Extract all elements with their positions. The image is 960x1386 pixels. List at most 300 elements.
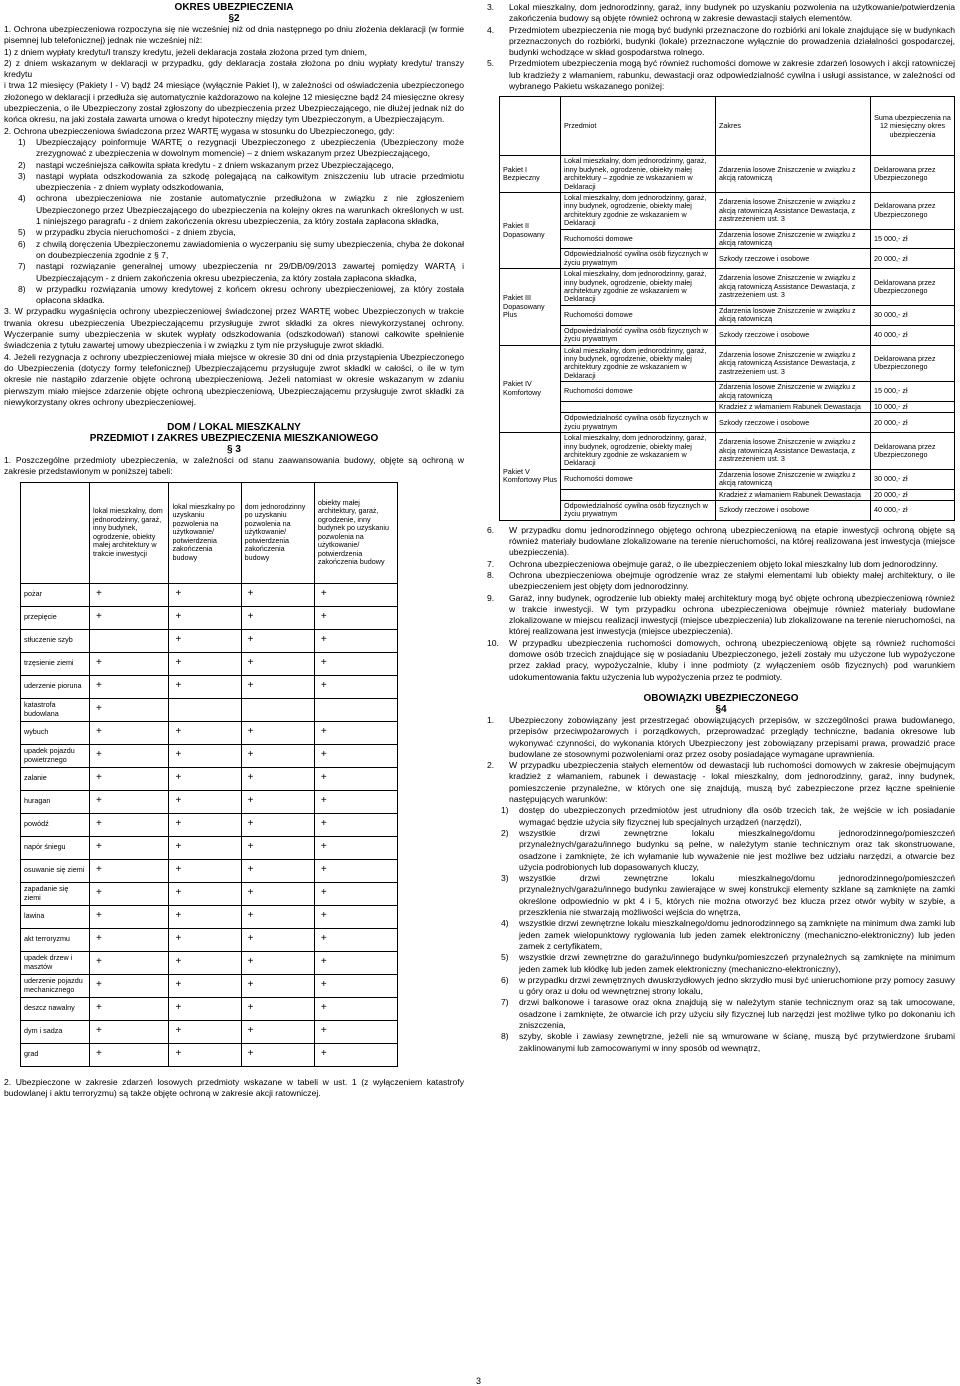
peril-name: grad	[21, 1043, 90, 1066]
package-subject: Ruchomości domowe	[561, 305, 716, 325]
list-item	[487, 805, 955, 828]
table-row	[21, 859, 398, 882]
package-name: Pakiet IV Komfortowy	[500, 345, 561, 433]
item-number: 10.	[487, 637, 499, 648]
table-row	[500, 433, 955, 470]
table-row	[500, 156, 955, 193]
coverage-mark: +	[314, 1020, 397, 1043]
paragraph-3-1: 1. Poszczególne przedmioty ubezpieczenia, w zależności od stanu zaawansowania budowy, objęte są ochroną w zakresie przedstawionym w poniższej tabeli:	[4, 455, 464, 477]
paragraph-4-2	[487, 760, 955, 805]
item-text: w przypadku drzwi zewnętrznych dwuskrzydłowych jedno skrzydło musi być unieruchomione przy pomocy zasuwy u góry oraz u dołu od wewnętrznej strony lokalu,	[519, 974, 955, 997]
coverage-mark: +	[314, 790, 397, 813]
table-header-cell	[21, 482, 90, 583]
table-row	[21, 1043, 398, 1066]
package-sum: 20 000,- zł	[871, 413, 955, 433]
coverage-mark: +	[314, 997, 397, 1020]
item-text: nastąpi wypłata odszkodowania za szkodę polegającą na całkowitym zniszczeniu lub utracie przedmiotu ubezpieczenia - z dniem wypłaty odszkodowania,	[36, 170, 464, 193]
package-subject: Lokal mieszkalny, dom jednorodzinny, garaż, inny budynek, ogrodzenie, obiekty małej architektury zgodnie ze wskazaniem w Deklaracji	[561, 345, 716, 382]
coverage-mark: +	[169, 1043, 241, 1066]
peril-name: dym i sadza	[21, 1020, 90, 1043]
coverage-mark: +	[90, 905, 169, 928]
package-sum: Deklarowana przez Ubezpieczonego	[871, 433, 955, 470]
coverage-mark: +	[169, 606, 241, 629]
coverage-mark: +	[90, 882, 169, 905]
item-text: Lokal mieszkalny, dom jednorodzinny, garaż, inny budynek po uzyskaniu pozwolenia na użytkowanie/potwierdzenia zakończenia budowy są objęte również ochroną w zakresie dewastacji stałych elementów.	[509, 2, 955, 24]
security-conditions-list	[487, 805, 955, 1054]
coverage-mark: +	[314, 951, 397, 974]
package-sum: Deklarowana przez Ubezpieczonego	[871, 156, 955, 193]
list-item	[4, 284, 464, 307]
item-number: 3)	[18, 170, 26, 181]
coverage-mark: +	[90, 859, 169, 882]
item-text: W przypadku domu jednorodzinnego objętego ochroną ubezpieczeniową na etapie inwestycji ochroną objęte są również materiały budowlane zlokalizowane na terenie nieruchomości, na której realizowana jest inwestycja (miejsce ubezpieczenia).	[509, 524, 955, 558]
list-item	[487, 828, 955, 873]
table-row	[500, 269, 955, 306]
peril-name: trzęsienie ziemi	[21, 652, 90, 675]
table-row	[21, 767, 398, 790]
coverage-mark: +	[90, 698, 169, 721]
table-row	[500, 413, 955, 433]
package-scope: Zdarzenia losowe Zniszczenie w związku z akcją ratowniczą Assistance Dewastacja, z zastrzeżeniem ust. 3	[716, 269, 871, 306]
table-row	[500, 325, 955, 345]
peril-name: wybuch	[21, 721, 90, 744]
paragraph-2-2: 2. Ochrona ubezpieczeniowa świadczona przez WARTĘ wygasa w stosunku do Ubezpieczonego, gdy:	[4, 125, 395, 136]
package-scope: Kradzież z włamaniem Rabunek Dewastacja	[716, 401, 871, 412]
coverage-mark: +	[241, 767, 314, 790]
list-item	[487, 638, 955, 683]
table-row	[500, 193, 955, 230]
section-title-dom: DOM / LOKAL MIESZKALNY	[167, 422, 301, 434]
package-sum: 15 000,- zł	[871, 382, 955, 402]
list-item	[4, 193, 464, 227]
item-text: Ochrona ubezpieczeniowa obejmuje garaż, o ile ubezpieczeniem objęto lokal mieszkalny lub dom jednorodzinny.	[509, 558, 938, 569]
peril-name: uderzenie pioruna	[21, 675, 90, 698]
coverage-mark: +	[241, 951, 314, 974]
table-row	[500, 305, 955, 325]
coverage-mark: +	[314, 974, 397, 997]
coverage-mark: +	[169, 836, 241, 859]
paragraph-4-1	[487, 715, 955, 760]
table-row	[21, 675, 398, 698]
peril-name: osuwanie się ziemi	[21, 859, 90, 882]
coverage-mark: +	[90, 767, 169, 790]
list-item	[487, 559, 955, 570]
list-item	[4, 239, 464, 262]
peril-name: upadek drzew i masztów	[21, 951, 90, 974]
package-subject	[561, 401, 716, 412]
coverage-mark: +	[169, 652, 241, 675]
coverage-mark: +	[90, 790, 169, 813]
peril-name: zapadanie się ziemi	[21, 882, 90, 905]
item-text: dostęp do ubezpieczonych przedmiotów jest utrudniony dla osób trzecich tak, że wejście w ich posiadanie wymagać będzie użycia siły fizycznej lub specjalnych urządzeń (narzędzi),	[519, 805, 955, 827]
coverage-mark: +	[90, 928, 169, 951]
paragraph-sign-3: § 3	[227, 444, 241, 456]
coverage-mark: +	[241, 675, 314, 698]
coverage-mark: +	[314, 928, 397, 951]
coverage-mark: +	[314, 813, 397, 836]
list-item	[487, 1031, 955, 1054]
package-scope: Zdarzenia losowe Zniszczenie w związku z akcją ratowniczą	[716, 305, 871, 325]
coverage-mark: +	[169, 721, 241, 744]
coverage-mark: +	[314, 652, 397, 675]
coverage-mark: +	[169, 905, 241, 928]
coverage-mark: +	[314, 721, 397, 744]
coverage-mark: +	[314, 836, 397, 859]
table-row	[500, 382, 955, 402]
item-text: Ochrona ubezpieczeniowa obejmuje ogrodzenie wraz ze stałymi elementami lub obiekty małej architektury, o ile ubezpieczeniem jest objęty dom jednorodzinny.	[509, 570, 955, 592]
list-item	[487, 952, 955, 975]
peril-name: napór śniegu	[21, 836, 90, 859]
peril-name: upadek pojazdu powietrznego	[21, 744, 90, 767]
coverage-mark: +	[169, 928, 241, 951]
coverage-mark: +	[314, 905, 397, 928]
coverage-mark: +	[169, 1020, 241, 1043]
table-header-cell: Przedmiot	[561, 97, 716, 156]
item-number: 3)	[501, 873, 509, 884]
table-row	[21, 652, 398, 675]
table-row	[500, 401, 955, 412]
coverage-mark: +	[241, 997, 314, 1020]
package-subject: Ruchomości domowe	[561, 229, 716, 249]
item-number: 8.	[487, 570, 495, 580]
packages-table	[499, 96, 955, 520]
package-scope: Zdarzenia losowe Zniszczenie w związku z akcją ratowniczą Assistance Dewastacja, z zastrzeżeniem ust. 3	[716, 193, 871, 230]
table-row	[21, 997, 398, 1020]
list-item	[4, 171, 464, 194]
package-scope: Szkody rzeczowe i osobowe	[716, 501, 871, 521]
item-number: 4.	[487, 24, 495, 35]
table-row	[21, 905, 398, 928]
package-subject: Odpowiedzialność cywilna osób fizycznych w życiu prywatnym	[561, 249, 716, 269]
package-name: Pakiet I Bezpieczny	[500, 156, 561, 193]
coverage-mark: +	[169, 744, 241, 767]
item-text: szyby, skoble i zawiasy zewnętrzne, jeżeli nie są wmurowane w ścianę, muszą być przytwierdzone śrubami zaklinowanymi lub zamocowanymi w inny sposób od wewnątrz,	[519, 1031, 955, 1053]
table-row	[21, 583, 398, 606]
peril-name: uderzenie pojazdu mechanicznego	[21, 974, 90, 997]
coverage-mark: +	[314, 882, 397, 905]
package-scope: Zdarzenia losowe Zniszczenie w związku z akcją ratowniczą	[716, 382, 871, 402]
package-subject: Lokal mieszkalny, dom jednorodzinny, garaż, inny budynek, ogrodzenie, obiekty małej architektury – zgodnie ze wskazaniem w Deklaracji	[561, 156, 716, 193]
package-subject: Lokal mieszkalny, dom jednorodzinny, garaż, inny budynek, ogrodzenie, obiekty małej architektury zgodnie ze wskazaniem w Deklaracji	[561, 433, 716, 470]
item-text: w przypadku rozwiązania umowy kredytowej z końcem okresu ochrony ubezpieczeniowej, za który została opłacona składka.	[36, 283, 464, 306]
table-row	[21, 813, 398, 836]
paragraph-2-1-cont: i trwa 12 miesięcy (Pakiety I - V) bądź 24 miesiące (wyłącznie Pakiet I), w zależności od oświadczenia ubezpieczonego złożonego w deklaracji i przedłuża się automatycznie każdorazowo na kolejne 12 miesięczne bądź 24 miesięczne okresy ubezpieczenia, o ile Ubezpieczony został zgłoszony do ubezpieczenia przez Ubezpieczającego, nie dłużej jednak niż do końca okresu, na jaki została zawarta umowa o kredyt hipoteczny między tym Ubezpieczonym, a Ubezpieczającym.	[4, 80, 464, 125]
table-row	[21, 744, 398, 767]
table-header-cell: lokal mieszkalny po uzyskaniu pozwolenia na użytkowanie/ potwierdzenia zakończenia budowy	[169, 482, 241, 583]
item-number: 5.	[487, 58, 495, 69]
list-item	[4, 261, 464, 284]
peril-name: katastrofa budowlana	[21, 698, 90, 721]
package-name: Pakiet V Komfortowy Plus	[500, 433, 561, 521]
table-row	[21, 836, 398, 859]
item-number: 1)	[18, 136, 26, 147]
table-row	[21, 606, 398, 629]
item-number: 8)	[501, 1031, 509, 1042]
table-header-cell	[500, 97, 561, 156]
paragraph-sign-2: §2	[228, 13, 240, 24]
section-title-przedmiot: PRZEDMIOT I ZAKRES UBEZPIECZENIA MIESZKANIOWEGO	[89, 433, 379, 445]
item-text: z chwilą doręczenia Ubezpieczonemu zawiadomienia o wyczerpaniu się sumy ubezpieczenia, chyba że dokonał on doubezpieczenia zgodnie z § 7,	[36, 238, 464, 260]
coverage-mark: +	[241, 790, 314, 813]
peril-name: zalanie	[21, 767, 90, 790]
coverage-mark: +	[241, 1043, 314, 1066]
coverage-mark: +	[169, 790, 241, 813]
coverage-mark: +	[90, 997, 169, 1020]
package-scope: Zdarzenia losowe Zniszczenie w związku z akcją ratowniczą	[716, 229, 871, 249]
paragraph-sign-4: §4	[715, 703, 727, 715]
package-subject: Odpowiedzialność cywilna osób fizycznych w życiu prywatnym	[561, 325, 716, 345]
coverage-mark: +	[169, 675, 241, 698]
package-sum: Deklarowana przez Ubezpieczonego	[871, 345, 955, 382]
section-title-okres: OKRES UBEZPIECZENIA	[174, 2, 294, 13]
package-sum: Deklarowana przez Ubezpieczonego	[871, 193, 955, 230]
paragraph-3-2: 2. Ubezpieczone w zakresie zdarzeń losowych przedmioty wskazane w tabeli w ust. 1 (z wyłączeniem katastrofy budowlanej i aktu terroryzmu) są także objęte ochroną w zakresie akcji ratowniczej.	[4, 1076, 464, 1098]
package-scope: Szkody rzeczowe i osobowe	[716, 413, 871, 433]
peril-name: akt terroryzmu	[21, 928, 90, 951]
table-header-cell: Zakres	[716, 97, 871, 156]
coverage-mark: +	[314, 859, 397, 882]
table-row	[21, 951, 398, 974]
coverage-mark: +	[241, 744, 314, 767]
package-name: Pakiet III Dopasowany Plus	[500, 269, 561, 345]
list-item	[487, 525, 955, 559]
package-scope: Kradzież z włamaniem Rabunek Dewastacja	[716, 489, 871, 500]
item-text: nastąpi wcześniejsza całkowita spłata kredytu - z dniem wskazanym przez Ubezpieczającego,	[36, 159, 394, 170]
package-scope: Zdarzenia losowe Zniszczenie w związku z akcją ratowniczą Assistance Dewastacja, z zastrzeżeniem ust. 3	[716, 433, 871, 470]
package-sum: 30 000,- zł	[871, 305, 955, 325]
coverage-mark: +	[314, 1043, 397, 1066]
package-sum: Deklarowana przez Ubezpieczonego	[871, 269, 955, 306]
coverage-mark: +	[314, 675, 397, 698]
item-number: 2.	[487, 760, 495, 771]
package-sum: 40 000,- zł	[871, 325, 955, 345]
package-subject: Ruchomości domowe	[561, 382, 716, 402]
paragraph-3-5	[487, 58, 955, 92]
item-text: wszystkie drzwi zewnętrzne lokalu mieszkalnego/domu jednorodzinnego/pomieszczeń przynależnych/garażu/innego budynku zawierające w swej konstrukcji elementy szklane są zamknięte na zamki określone odpowiednio w pkt 4 i 5, których nie można otworzyć bez klucza przez otwór wybity w szybie, a przeszklenia nie stwarzają możliwości wejścia do wnętrza,	[519, 873, 955, 918]
table-row	[500, 229, 955, 249]
coverage-mark: +	[314, 606, 397, 629]
package-scope: Szkody rzeczowe i osobowe	[716, 249, 871, 269]
coverage-mark: +	[169, 813, 241, 836]
package-subject: Ruchomości domowe	[561, 469, 716, 489]
item-text: wszystkie drzwi zewnętrzne lokalu mieszkalnego/domu jednorodzinnego/pomieszczeń przynależnych/garażu/innego budynku są pełne, w należytym stanie technicznym oraz tak skonstruowane, osadzone i zamknięte, że ich wyłamanie lub wyważenie nie jest możliwe bez udziału narzędzi, a otwarcie bez użycia podrobionych lub dopasowanych kluczy,	[519, 827, 955, 872]
coverage-mark: +	[169, 629, 241, 652]
package-scope: Zdarzenia losowe Zniszczenie w związku z akcją ratowniczą Assistance Dewastacja, z zastrzeżeniem ust. 3	[716, 345, 871, 382]
peril-name: stłuczenie szyb	[21, 629, 90, 652]
coverage-mark: +	[90, 1020, 169, 1043]
package-subject: Odpowiedzialność cywilna osób fizycznych w życiu prywatnym	[561, 413, 716, 433]
package-sum: 15 000,- zł	[871, 229, 955, 249]
coverage-mark: +	[90, 583, 169, 606]
table-row	[500, 489, 955, 500]
coverage-mark: +	[241, 928, 314, 951]
item-number: 5)	[18, 227, 26, 238]
item-number: 9.	[487, 592, 495, 603]
coverage-mark	[169, 698, 241, 721]
coverage-mark: +	[241, 836, 314, 859]
coverage-mark: +	[90, 744, 169, 767]
paragraph-3-4	[487, 25, 955, 59]
item-number: 7)	[501, 997, 509, 1008]
item-number: 1.	[487, 714, 495, 725]
peril-name: lawina	[21, 905, 90, 928]
coverage-mark: +	[169, 583, 241, 606]
package-subject: Lokal mieszkalny, dom jednorodzinny, garaż, inny budynek, ogrodzenie, obiekty małej architektury zgodnie ze wskazaniem w Deklaracji	[561, 193, 716, 230]
table-row	[21, 698, 398, 721]
item-number: 4)	[501, 918, 509, 929]
package-sum: 20 000,- zł	[871, 249, 955, 269]
item-number: 1)	[501, 805, 509, 816]
coverage-mark	[241, 698, 314, 721]
coverage-mark	[90, 629, 169, 652]
item-text: nastąpi rozwiązanie generalnej umowy ubezpieczenia nr 29/DB/09/2013 zawartej pomiędzy WARTĄ i Ubezpieczającym - z dniem zakończenia okresu ubezpieczenia, za który została zapłacona składka,	[36, 261, 464, 283]
page-number: 3	[476, 1376, 482, 1386]
list-item	[487, 975, 955, 998]
item-text: wszystkie drzwi zewnętrzne lokalu mieszkalnego/domu jednorodzinnego są zamknięte na minimum dwa zamki lub jeden zamek wielopunktowy ryglowania lub jeden zamek elektroniczny (mechaniczno-elektroniczny) lub jeden zamek z certyfikatem,	[519, 918, 955, 951]
coverage-mark: +	[90, 606, 169, 629]
expiry-conditions-list	[4, 137, 464, 306]
item-number: 7)	[18, 261, 26, 272]
coverage-mark: +	[241, 859, 314, 882]
package-sum: 30 000,- zł	[871, 469, 955, 489]
coverage-mark: +	[90, 1043, 169, 1066]
coverage-mark: +	[241, 905, 314, 928]
table-header-row	[21, 482, 398, 583]
item-number: 3.	[487, 2, 495, 12]
item-text: Ubezpieczony zobowiązany jest przestrzegać obowiązujących przepisów, w szczególności prawa budowlanego, przepisów przeciwpożarowych i porządkowych, przeprowadzać przeglądy techniczne, badania okresowe lub wykonywać czynności, do wykonania których Ubezpieczony jest zobowiązany przepisami prawa, prowadzić prace budowlane ze stosownymi pozwoleniami oraz przez osoby posiadające wymagane uprawnienia.	[509, 714, 955, 759]
paragraph-3-items	[487, 525, 955, 683]
paragraph-2-1-1: 1) z dniem wypłaty kredytu/I transzy kredytu, jeżeli deklaracja została złożona przed tym dniem,	[4, 46, 368, 57]
package-sum: 20 000,- zł	[871, 489, 955, 500]
coverage-mark: +	[169, 997, 241, 1020]
list-item	[4, 160, 464, 171]
coverage-mark: +	[169, 951, 241, 974]
coverage-mark: +	[90, 951, 169, 974]
item-text: drzwi balkonowe i tarasowe oraz okna znajdują się w należytym stanie technicznym oraz są tak umocowane, osadzone i zamknięte, że otwarcie ich przy użyciu siły fizycznej lub narzędzi jest możliwe tylko po dokonaniu ich zniszczenia,	[519, 997, 955, 1030]
coverage-mark: +	[314, 629, 397, 652]
peril-name: huragan	[21, 790, 90, 813]
package-scope: Zdarzenia losowe Zniszczenie w związku z akcją ratowniczą	[716, 469, 871, 489]
list-item	[487, 593, 955, 638]
table-row	[500, 249, 955, 269]
coverage-mark: +	[314, 744, 397, 767]
paragraph-2-1-2: 2) z dniem wskazanym w deklaracji w przypadku, gdy deklaracja została złożona po dniu wypłaty kredytu/ transzy kredytu	[4, 57, 464, 80]
item-number: 4)	[18, 193, 26, 204]
table-row	[21, 1020, 398, 1043]
coverage-mark: +	[90, 813, 169, 836]
coverage-mark: +	[314, 583, 397, 606]
package-subject: Odpowiedzialność cywilna osób fizycznych w życiu prywatnym	[561, 501, 716, 521]
package-scope: Szkody rzeczowe i osobowe	[716, 325, 871, 345]
coverage-mark: +	[90, 675, 169, 698]
table-header-cell: lokal mieszkalny, dom jednorodzinny, garaż, inny budynek, ogrodzenie, obiekty małej architektury w trakcie inwestycji	[90, 482, 169, 583]
list-item	[4, 227, 464, 238]
item-text: W przypadku ubezpieczenia stałych elementów od dewastacji lub ruchomości domowych w zakresie obejmującym kradzież z włamaniem, rabunek i dewastację - lokal mieszkalny, dom jednorodzinny, garaż, inny budynek, pomieszczenie przynależne, w których one się znajdują, muszą być zabezpieczone przez łączne spełnienie następujących warunków:	[509, 760, 955, 805]
coverage-mark: +	[241, 974, 314, 997]
item-number: 6)	[501, 974, 509, 985]
coverage-mark: +	[169, 859, 241, 882]
coverage-mark: +	[314, 767, 397, 790]
paragraph-2-3: 3. W przypadku wygaśnięcia ochrony ubezpieczeniowej świadczonej przez WARTĘ wobec Ubezpieczonych w trakcie trwania okresu ubezpieczenia Ubezpieczającemu przysługuje zwrot składki za okres niewykorzystanej ochrony. Wyczerpanie sumy ubezpieczenia w skutek wypłaty odszkodowania (odszkodowań) stanowi całkowite spełnienie świadczenia z tytułu zawartej umowy ubezpieczenia i w związku z tym nie przysługuje zwrot składki.	[4, 306, 464, 351]
package-subject: Lokal mieszkalny, dom jednorodzinny, garaż, inny budynek, ogrodzenie, obiekty małej architektury zgodnie ze wskazaniem w Deklaracji	[561, 269, 716, 306]
list-item	[4, 137, 464, 160]
paragraph-3-3	[487, 2, 955, 25]
coverage-mark: +	[90, 652, 169, 675]
peril-name: powódź	[21, 813, 90, 836]
table-row	[21, 974, 398, 997]
coverage-mark: +	[241, 652, 314, 675]
item-text: Przedmiotem ubezpieczenia mogą być również ruchomości domowe w zakresie zdarzeń losowych i akcji ratowniczej lub kradzieży z włamaniem, rabunku, dewastacji oraz odpowiedzialność cywilna i usługi assistance, w zależności od wybranego Pakietu wskazanego poniżej:	[509, 58, 955, 92]
list-item	[487, 918, 955, 952]
list-item	[487, 997, 955, 1031]
table-header-cell: Suma ubezpieczenia na 12 miesięczny okres ubezpieczenia	[871, 97, 955, 156]
coverage-mark: +	[90, 974, 169, 997]
peril-name: przepięcie	[21, 606, 90, 629]
coverage-mark: +	[241, 1020, 314, 1043]
right-column	[487, 0, 955, 1054]
package-scope: Zdarzenia losowe Zniszczenie w związku z akcją ratowniczą	[716, 156, 871, 193]
item-number: 7.	[487, 558, 495, 569]
item-text: Ubezpieczający poinformuje WARTĘ o rezygnacji Ubezpieczonego z ubezpieczenia (Ubezpieczony może zrezygnować z ubezpieczenia w dowolnym momencie) – z dniem wskazanym przez Ubezpieczającego,	[36, 136, 464, 159]
paragraph-2-1: 1. Ochrona ubezpieczeniowa rozpoczyna się nie wcześniej niż od dnia następnego po dniu złożenia deklaracji (w formie pisemnej lub telefonicznej) jednak nie wcześniej niż:	[4, 24, 464, 46]
coverage-mark: +	[169, 767, 241, 790]
item-text: W przypadku ubezpieczenia ruchomości domowych, ochroną ubezpieczeniową objęte są również ruchomości domowe osób trzecich znajdujące się w posiadaniu Ubezpieczonego, jeżeli zostały mu użyczone lub wypożyczone przez zakład pracy, wypożyczalnie, kluby i inne podmioty (z wyłączeniem osób fizycznych) pod warunkiem udokumentowania faktu użyczenia lub wypożyczenia przez te podmioty.	[509, 637, 955, 682]
list-item	[487, 873, 955, 918]
package-sum: 10 000,- zł	[871, 401, 955, 412]
item-text: Przedmiotem ubezpieczenia nie mogą być budynki przeznaczone do rozbiórki ani lokale znajdujące się w budynkach przeznaczonych do rozbiórki, budynki (lokale) przeznaczone wyłącznie do prowadzenia działalności gospodarczej, budynki wchodzące w skład gospodarstwa rolnego.	[509, 24, 955, 58]
left-column	[4, 0, 464, 1099]
item-number: 6.	[487, 524, 495, 535]
table-row	[21, 790, 398, 813]
coverage-mark: +	[241, 721, 314, 744]
coverage-mark: +	[90, 721, 169, 744]
coverage-mark: +	[169, 882, 241, 905]
package-subject	[561, 489, 716, 500]
coverage-mark: +	[241, 813, 314, 836]
package-sum: 40 000,- zł	[871, 501, 955, 521]
coverage-mark: +	[241, 629, 314, 652]
table-header-row	[500, 97, 955, 156]
table-header-cell: obiekty małej architektury, garaż, ogrodzenie, inny budynek po uzyskaniu pozwolenia na użytkowanie/ potwierdzenia zakończenia budowy	[314, 482, 397, 583]
table-row	[500, 469, 955, 489]
coverage-mark: +	[241, 606, 314, 629]
coverage-mark: +	[90, 836, 169, 859]
item-text: wszystkie drzwi zewnętrzne do garażu/innego budynku/pomieszczeń przynależnych są zamknięte na minimum jeden zamek lub kłódkę lub jeden zamek elektroniczny (mechaniczno-elektroniczny),	[519, 952, 955, 974]
item-number: 6)	[18, 238, 26, 249]
table-row	[21, 882, 398, 905]
table-header-cell: dom jednorodzinny po uzyskaniu pozwolenia na użytkowanie/ potwierdzenia zakończenia budowy	[241, 482, 314, 583]
item-number: 2)	[501, 827, 509, 838]
perils-table	[20, 482, 398, 1067]
list-item	[487, 570, 955, 593]
coverage-mark	[314, 698, 397, 721]
item-number: 8)	[18, 283, 26, 294]
coverage-mark: +	[241, 882, 314, 905]
item-text: Garaż, inny budynek, ogrodzenie lub obiekty małej architektury mogą być objęte ochroną ubezpieczeniową również w trakcie inwestycji. W tym przypadku ochrona ubezpieczeniowa obejmuje również materiały budowlane zlokalizowane w miejscu realizacji inwestycji (miejsce ubezpieczenia) lub zlokalizowane na terenie nieruchomości, na której realizowana jest inwestycja (miejsce ubezpieczenia).	[509, 592, 955, 637]
table-row	[21, 928, 398, 951]
coverage-mark: +	[169, 974, 241, 997]
paragraph-2-4: 4. Jeżeli rezygnacja z ochrony ubezpieczeniowej miała miejsce w okresie 30 dni od dnia przystąpienia Ubezpieczonego do Ubezpieczenia (dotyczy formy telefonicznej) Ubezpieczającemu przysługuje zwrot składki w całości, o ile w tym okresie nie nastąpiło zdarzenie objęte ochroną ubezpieczeniową. Jeżeli natomiast w okresie wskazanym w zdaniu pierwszym miało miejsce zdarzenie objęte ochroną ubezpieczeniową, Ubezpieczającemu przysługuje zwrot składki za niewykorzystany okres ochrony ubezpieczeniowej.	[4, 351, 464, 407]
item-number: 2)	[18, 159, 26, 170]
table-row	[500, 501, 955, 521]
item-number: 5)	[501, 952, 509, 963]
package-name: Pakiet II Dopasowany	[500, 193, 561, 269]
peril-name: deszcz nawalny	[21, 997, 90, 1020]
coverage-mark: +	[241, 583, 314, 606]
table-row	[21, 721, 398, 744]
item-text: ochrona ubezpieczeniowa nie zostanie automatycznie przedłużona w związku z nie zgłoszeniem Ubezpieczonego przez Ubezpieczającego do ubezpieczenia na kolejny okres na warunkach określonych w ust. 1 niniejszego paragrafu - z dniem zakończenia okresu ubezpieczenia, za który została zapłacona składka,	[36, 193, 464, 227]
table-row	[21, 629, 398, 652]
